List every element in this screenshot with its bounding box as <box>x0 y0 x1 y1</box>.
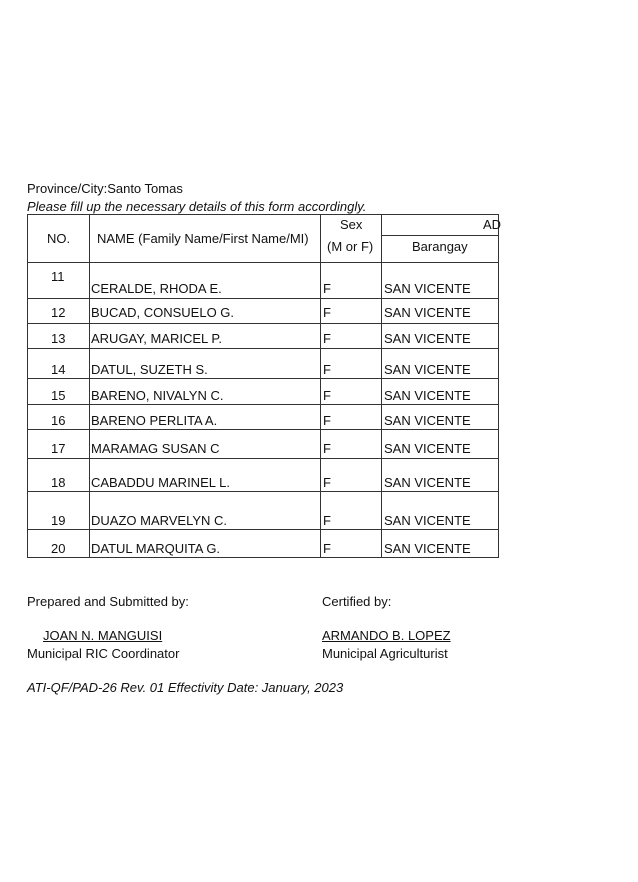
column-header-sex: Sex <box>340 217 363 232</box>
row-name: BARENO, NIVALYN C. <box>91 388 224 403</box>
row-sex: F <box>323 513 331 528</box>
certified-by-title: Municipal Agriculturist <box>322 646 448 661</box>
row-barangay: SAN VICENTE <box>384 388 471 403</box>
certified-by-name: ARMANDO B. LOPEZ <box>322 628 451 643</box>
column-header-barangay: Barangay <box>412 239 468 254</box>
row-number: 12 <box>51 305 66 320</box>
prepared-by-title: Municipal RIC Coordinator <box>27 646 180 661</box>
row-number: 16 <box>51 413 66 428</box>
row-sex: F <box>323 475 331 490</box>
row-barangay: SAN VICENTE <box>384 475 471 490</box>
row-sex: F <box>323 541 331 556</box>
row-name: DATUL, SUZETH S. <box>91 362 208 377</box>
row-name: CERALDE, RHODA E. <box>91 281 222 296</box>
row-sex: F <box>323 331 331 346</box>
column-header-no: NO. <box>47 231 71 246</box>
certified-by-label: Certified by: <box>322 594 392 609</box>
row-barangay: SAN VICENTE <box>384 413 471 428</box>
row-number: 18 <box>51 475 66 490</box>
column-header-name: NAME (Family Name/First Name/MI) <box>97 231 309 246</box>
row-name: MARAMAG SUSAN C <box>91 441 220 456</box>
row-sex: F <box>323 413 331 428</box>
row-number: 15 <box>51 388 66 403</box>
row-number: 14 <box>51 362 66 377</box>
row-name: DUAZO MARVELYN C. <box>91 513 228 528</box>
row-barangay: SAN VICENTE <box>384 281 471 296</box>
row-barangay: SAN VICENTE <box>384 305 471 320</box>
row-barangay: SAN VICENTE <box>384 331 471 346</box>
row-name: BARENO PERLITA A. <box>91 413 218 428</box>
row-number: 17 <box>51 441 66 456</box>
prepared-by-name: JOAN N. MANGUISI <box>43 628 163 643</box>
row-sex: F <box>323 281 331 296</box>
row-barangay: SAN VICENTE <box>384 441 471 456</box>
form-code-effectivity: ATI-QF/PAD-26 Rev. 01 Effectivity Date: January, 2023 <box>27 680 344 695</box>
row-number: 19 <box>51 513 66 528</box>
attendance-table <box>27 214 502 558</box>
row-name: CABADDU MARINEL L. <box>91 475 230 490</box>
row-number: 11 <box>51 269 65 284</box>
row-sex: F <box>323 441 331 456</box>
column-header-sex-format: (M or F) <box>327 239 374 254</box>
row-sex: F <box>323 362 331 377</box>
row-barangay: SAN VICENTE <box>384 541 471 556</box>
row-barangay: SAN VICENTE <box>384 362 471 377</box>
row-number: 13 <box>51 331 66 346</box>
row-barangay: SAN VICENTE <box>384 513 471 528</box>
row-name: ARUGAY, MARICEL P. <box>91 331 223 346</box>
province-city-label: Province/City:Santo Tomas <box>27 181 183 196</box>
row-sex: F <box>323 388 331 403</box>
column-header-address: AD <box>483 217 502 232</box>
prepared-by-label: Prepared and Submitted by: <box>27 594 189 609</box>
form-instruction: Please fill up the necessary details of this form accordingly. <box>27 199 367 214</box>
row-name: DATUL MARQUITA G. <box>91 541 221 556</box>
row-number: 20 <box>51 541 66 556</box>
row-sex: F <box>323 305 331 320</box>
row-name: BUCAD, CONSUELO G. <box>91 305 235 320</box>
